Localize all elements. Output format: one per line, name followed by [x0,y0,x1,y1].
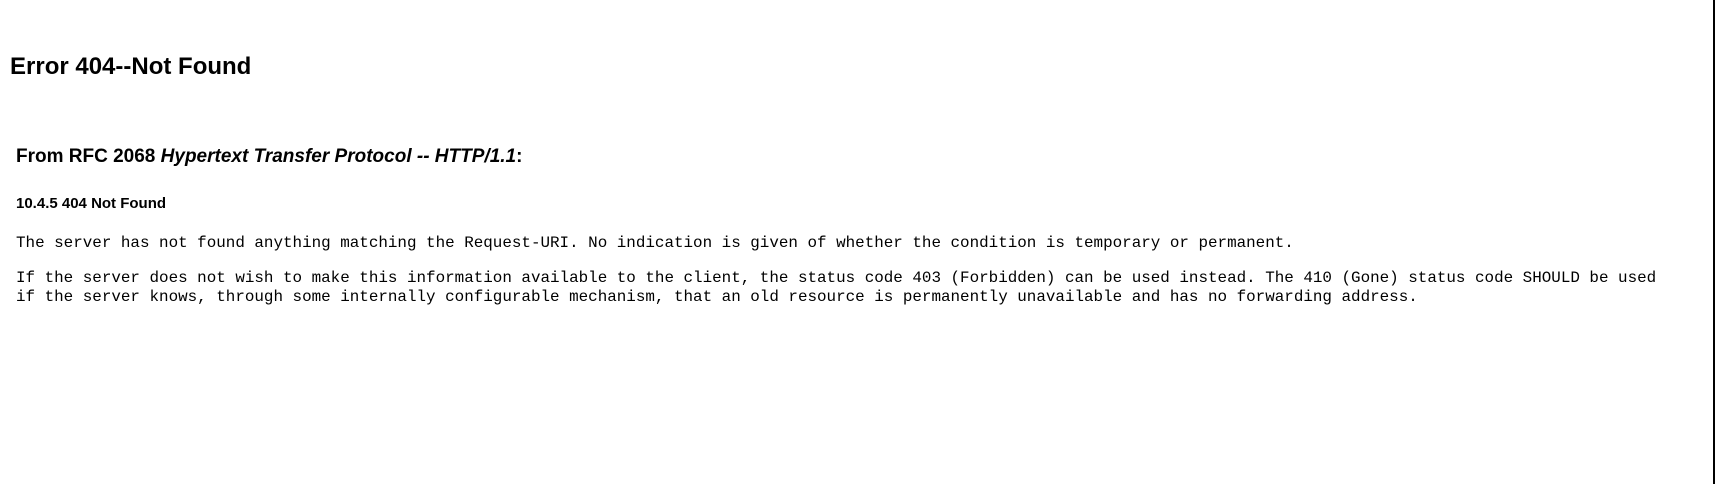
description-paragraph: The server has not found anything matching the Request-URI. No indication is given of whether the condition is temporary or permanent. [16,234,1294,252]
rfc-heading-prefix: From RFC 2068 [16,146,161,167]
section-heading: 10.4.5 404 Not Found [16,195,167,212]
paragraph-line: If the server does not wish to make this information available to the client, the status code 403 (Forbidden) can be used instead. The 410 (Gone) status code SHOULD be used [16,269,1657,287]
rfc-heading [16,146,522,169]
page-title: Error 404--Not Found [10,53,252,80]
paragraph-line: if the server knows, through some internally configurable mechanism, that an old resource is permanently unavailable and has no forwarding address. [16,288,1418,306]
rfc-protocol-title: Hypertext Transfer Protocol -- HTTP/1.1 [160,146,517,167]
rfc-heading-suffix: : [516,146,523,167]
alternative-status-paragraph [16,269,1656,307]
